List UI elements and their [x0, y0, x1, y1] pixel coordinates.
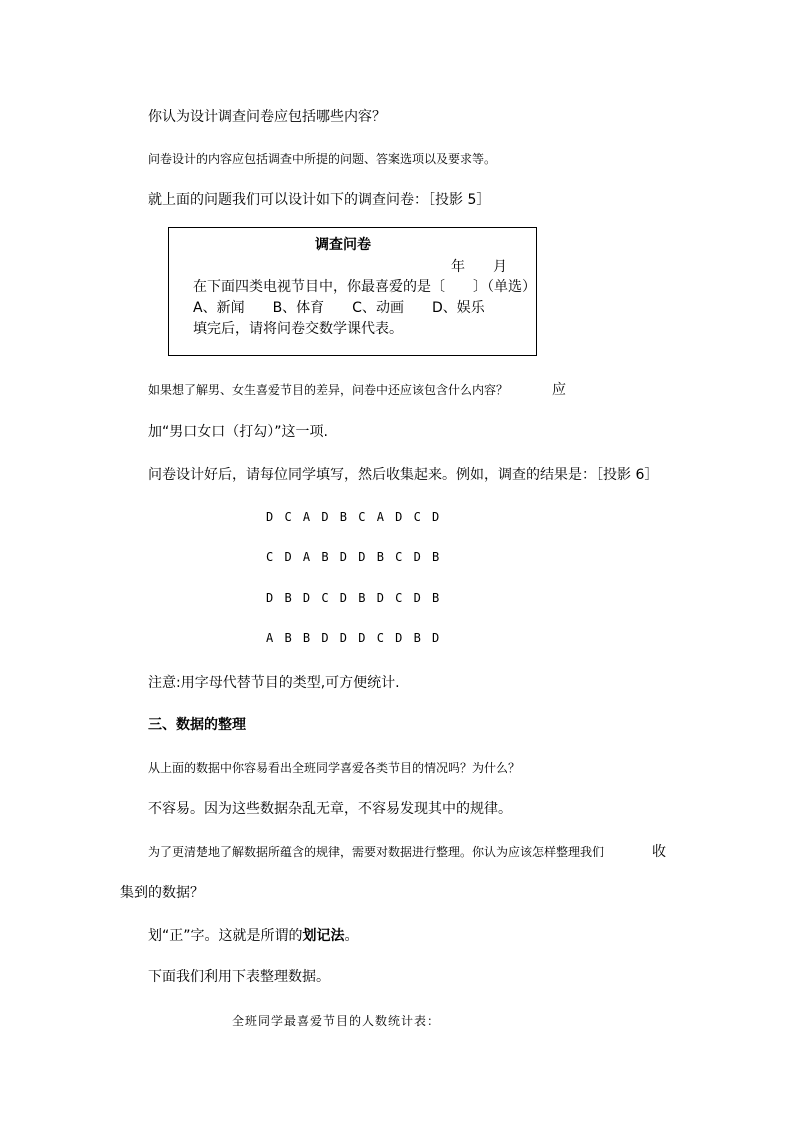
- tally-method-term: 划记法: [302, 928, 345, 944]
- data-row-2: C D A B D D B C D B: [266, 550, 442, 564]
- tally-text-post: 。: [344, 928, 359, 944]
- paragraph-organize-data-tail: 收: [652, 844, 666, 860]
- questionnaire-title: 调查问卷: [315, 237, 371, 253]
- note: 注意:用字母代替节目的类型,可方便统计.: [148, 675, 400, 691]
- paragraph-tally-method: [148, 927, 359, 945]
- tally-text-pre: 划“正”字。这就是所谓的: [148, 928, 303, 944]
- paragraph-use-table: 下面我们利用下表整理数据。: [148, 969, 330, 985]
- answer-gender-difference: 加“男口女口（打勾）”这一项.: [148, 424, 328, 440]
- paragraph-design-survey: 就上面的问题我们可以设计如下的调查问卷：［投影 5］: [148, 192, 491, 208]
- questionnaire-question: 在下面四类电视节目中，你最喜爱的是〔 〕（单选）: [193, 279, 536, 295]
- data-row-4: A B B D D D C D B D: [266, 631, 442, 645]
- questionnaire-options: A、新闻 B、体育 C、动画 D、娱乐: [193, 300, 485, 316]
- questionnaire-footer: 填完后，请将问卷交数学课代表。: [193, 321, 403, 337]
- answer-not-easy: 不容易。因为这些数据杂乱无章，不容易发现其中的规律。: [148, 801, 512, 817]
- section-heading-data-organizing: 三、数据的整理: [148, 717, 246, 733]
- questionnaire-date: 年 月: [451, 259, 507, 275]
- table-caption: 全班同学最喜爱节目的人数统计表：: [232, 1014, 441, 1028]
- question-gender-tail: 应: [552, 382, 566, 398]
- data-row-3: D B D C D B D C D B: [266, 591, 442, 605]
- paragraph-organize-data-cont: 集到的数据？: [120, 885, 204, 901]
- question-survey-contents: 你认为设计调查问卷应包括哪些内容？: [148, 109, 386, 125]
- data-row-1: D C A D B C A D C D: [266, 510, 442, 524]
- paragraph-organize-data: 为了更清楚地了解数据所蕴含的规律，需要对数据进行整理。你认为应该怎样整理我们: [148, 845, 605, 859]
- question-easy-to-see: 从上面的数据中你容易看出全班同学喜爱各类节目的情况吗？为什么？: [148, 761, 521, 775]
- paragraph-collect-results: 问卷设计好后，请每位同学填写，然后收集起来。例如，调查的结果是：［投影 6］: [148, 467, 659, 483]
- answer-survey-contents: 问卷设计的内容应包括调查中所提的问题、答案选项以及要求等。: [148, 152, 497, 166]
- question-gender-difference: 如果想了解男、女生喜爱节目的差异，问卷中还应该包含什么内容？: [148, 383, 509, 397]
- questionnaire-box: [168, 227, 537, 356]
